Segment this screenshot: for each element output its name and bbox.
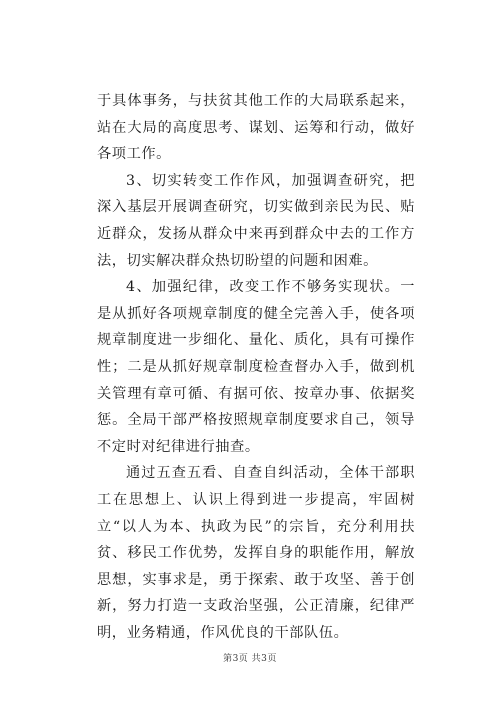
- paragraph-continuation: 于具体事务，与扶贫其他工作的大局联系起来，站在大局的高度思考、谋划、运筹和行动，做好各项工作。: [97, 93, 415, 163]
- page-number-footer: 第3页 共3页: [223, 654, 277, 664]
- paragraph-item-4: 4、加强纪律，改变工作不够务实现状。一是从抓好各项规章制度的健全完善入手，使各项规章制度进一步细化、量化、质化，具有可操作性；二是从抓好规章制度检查督办入手，做到机关管理有章可循、有据可依、按章办事、依据奖惩。全局干部严格按照规章制度要求自己，领导不定时对纪律进行抽查。: [97, 279, 415, 455]
- paragraph-item-3: 3、切实转变工作作风，加强调查研究，把深入基层开展调查研究，切实做到亲民为民、贴近群众，发扬从群众中来再到群众中去的工作方法，切实解决群众热切盼望的问题和困难。: [97, 172, 415, 269]
- document-body: [97, 88, 415, 646]
- paragraph-conclusion: 通过五查五看、自查自纠活动，全体干部职工在思想上、认识上得到进一步提高，牢固树立“以人为本、执政为民”的宗旨，充分利用扶贫、移民工作优势，发挥自身的职能作用，解放思想，实事求是，勇于探索、敢于攻坚、善于创新，努力打造一支政治坚强，公正清廉，纪律严明，业务精通，作风优良的干部队伍。: [97, 465, 415, 641]
